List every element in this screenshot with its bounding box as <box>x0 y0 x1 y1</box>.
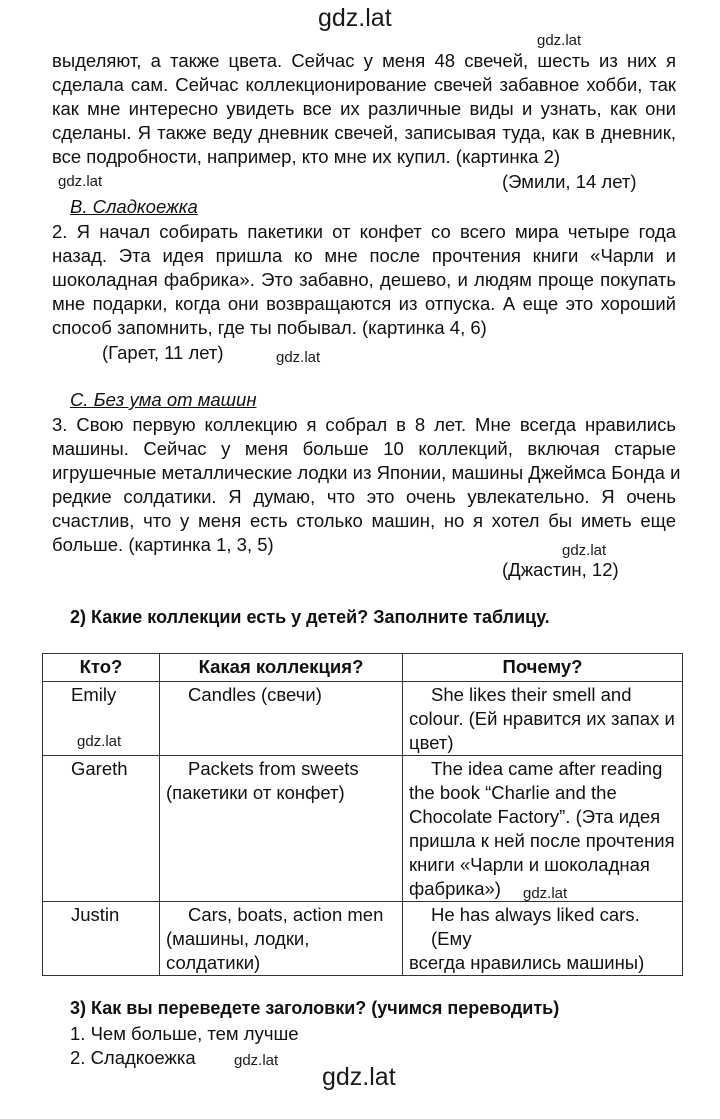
cell-text: Cars, boats, action men <box>188 904 384 925</box>
cell-text: Candles (свечи) <box>188 684 322 705</box>
cell-collection <box>160 902 403 976</box>
paragraph-emily <box>52 49 676 169</box>
heading-car-mad: C. Без ума от машин <box>70 389 257 410</box>
cell-text: colour. (Ей нравится их запах и <box>409 708 675 729</box>
cell-why <box>403 756 683 902</box>
text-line: редкие солдатики. Я думаю, что это очень увлекательно. Я очень <box>52 486 676 507</box>
cell-text: фабрика») <box>409 878 501 899</box>
watermark: gdz.lat <box>58 173 103 190</box>
cell-text: Packets from sweets <box>188 758 359 779</box>
cell-text: The idea came after reading <box>431 758 663 779</box>
header-who: Кто? <box>43 654 160 682</box>
text-line: мне подарки, когда они возвращаются из отпуска. А еще это хороший <box>52 293 676 314</box>
cell-why <box>403 902 683 976</box>
cell-text: Chocolate Factory”. (Эта идея <box>409 806 661 827</box>
header-why: Почему? <box>403 654 683 682</box>
task3-title: 3) Как вы переведете заголовки? (учимся переводить) <box>70 998 560 1018</box>
text-line: сделаны. Я также веду дневник свечей, записывая туда, как в дневник, <box>52 122 676 143</box>
heading-sweet-tooth: B. Сладкоежка <box>70 196 198 217</box>
text-line: шоколадная фабрика». Это забавно, дешево, и людям проще покупать <box>52 269 676 290</box>
text-line: 3. Свою первую коллекцию я собрал в 8 лет. Мне всегда нравились <box>52 414 676 435</box>
text-line: все подробности, например, кто мне их купил. (картинка 2) <box>52 146 561 167</box>
watermark-bottom: gdz.lat <box>322 1063 396 1091</box>
watermark: gdz.lat <box>276 349 321 366</box>
watermark-top: gdz.lat <box>318 4 392 32</box>
watermark: gdz.lat <box>523 885 568 902</box>
text-line: игрушечные металлические лодки из Японии, машины Джеймса Бонда и <box>52 462 681 483</box>
cell-text: пришла к ней после прочтения <box>409 830 675 851</box>
paragraph-justin <box>52 413 681 557</box>
task2-title: 2) Какие коллекции есть у детей? Заполните таблицу. <box>70 607 550 627</box>
table-row <box>43 756 683 902</box>
cell-text: солдатики) <box>166 952 261 973</box>
table-header-row <box>43 654 683 682</box>
cell-text: the book “Charlie and the <box>409 782 617 803</box>
cell-text: Gareth <box>71 758 128 779</box>
collections-table <box>42 653 683 976</box>
cell-why <box>403 682 683 756</box>
cell-who <box>43 756 160 902</box>
text-line: сделала сам. Сейчас коллекционирование свечей забавное хобби, так <box>52 74 676 95</box>
text-line: способ запомнить, где ты побывал. (картинка 4, 6) <box>52 317 487 338</box>
cell-text: цвет) <box>409 732 454 753</box>
cell-text: Emily <box>71 684 117 705</box>
translation-item: 1. Чем больше, тем лучше <box>70 1023 299 1044</box>
cell-text: He has always liked cars. (Ему <box>431 904 640 949</box>
cell-collection <box>160 756 403 902</box>
text-line: 2. Я начал собирать пакетики от конфет со всего мира четыре года <box>52 221 676 242</box>
cell-text: (машины, лодки, <box>166 928 310 949</box>
text-line: счастлив, что у меня есть столько машин, но я хотел бы иметь еще <box>52 510 676 531</box>
cell-who <box>43 682 160 756</box>
cell-text: всегда нравились машины) <box>409 952 645 973</box>
paragraph-gareth <box>52 220 676 340</box>
author-justin: (Джастин, 12) <box>502 559 619 580</box>
header-collection: Какая коллекция? <box>160 654 403 682</box>
cell-text: Justin <box>71 904 120 925</box>
watermark: gdz.lat <box>537 32 582 49</box>
text-line: машины. Сейчас у меня больше 10 коллекций, включая старые <box>52 438 676 459</box>
text-line: как мне интересно увидеть все их различные виды и узнать, как они <box>52 98 676 119</box>
cell-who <box>43 902 160 976</box>
cell-collection <box>160 682 403 756</box>
text-line: больше. (картинка 1, 3, 5) <box>52 534 274 555</box>
author-gareth: (Гарет, 11 лет) <box>102 342 224 363</box>
text-line: назад. Эта идея пришла ко мне после прочтения книги «Чарли и <box>52 245 676 266</box>
watermark: gdz.lat <box>234 1052 279 1069</box>
cell-text: книги «Чарли и шоколадная <box>409 854 650 875</box>
text-line: выделяют, а также цвета. Сейчас у меня 48 свечей, шесть из них я <box>52 50 676 71</box>
table-row <box>43 902 683 976</box>
cell-text: She likes their smell and <box>431 684 632 705</box>
watermark: gdz.lat <box>562 542 607 559</box>
author-emily: (Эмили, 14 лет) <box>502 171 637 192</box>
cell-text: (пакетики от конфет) <box>166 782 345 803</box>
table-row <box>43 682 683 756</box>
watermark: gdz.lat <box>77 733 122 750</box>
translation-item: 2. Сладкоежка <box>70 1047 196 1068</box>
